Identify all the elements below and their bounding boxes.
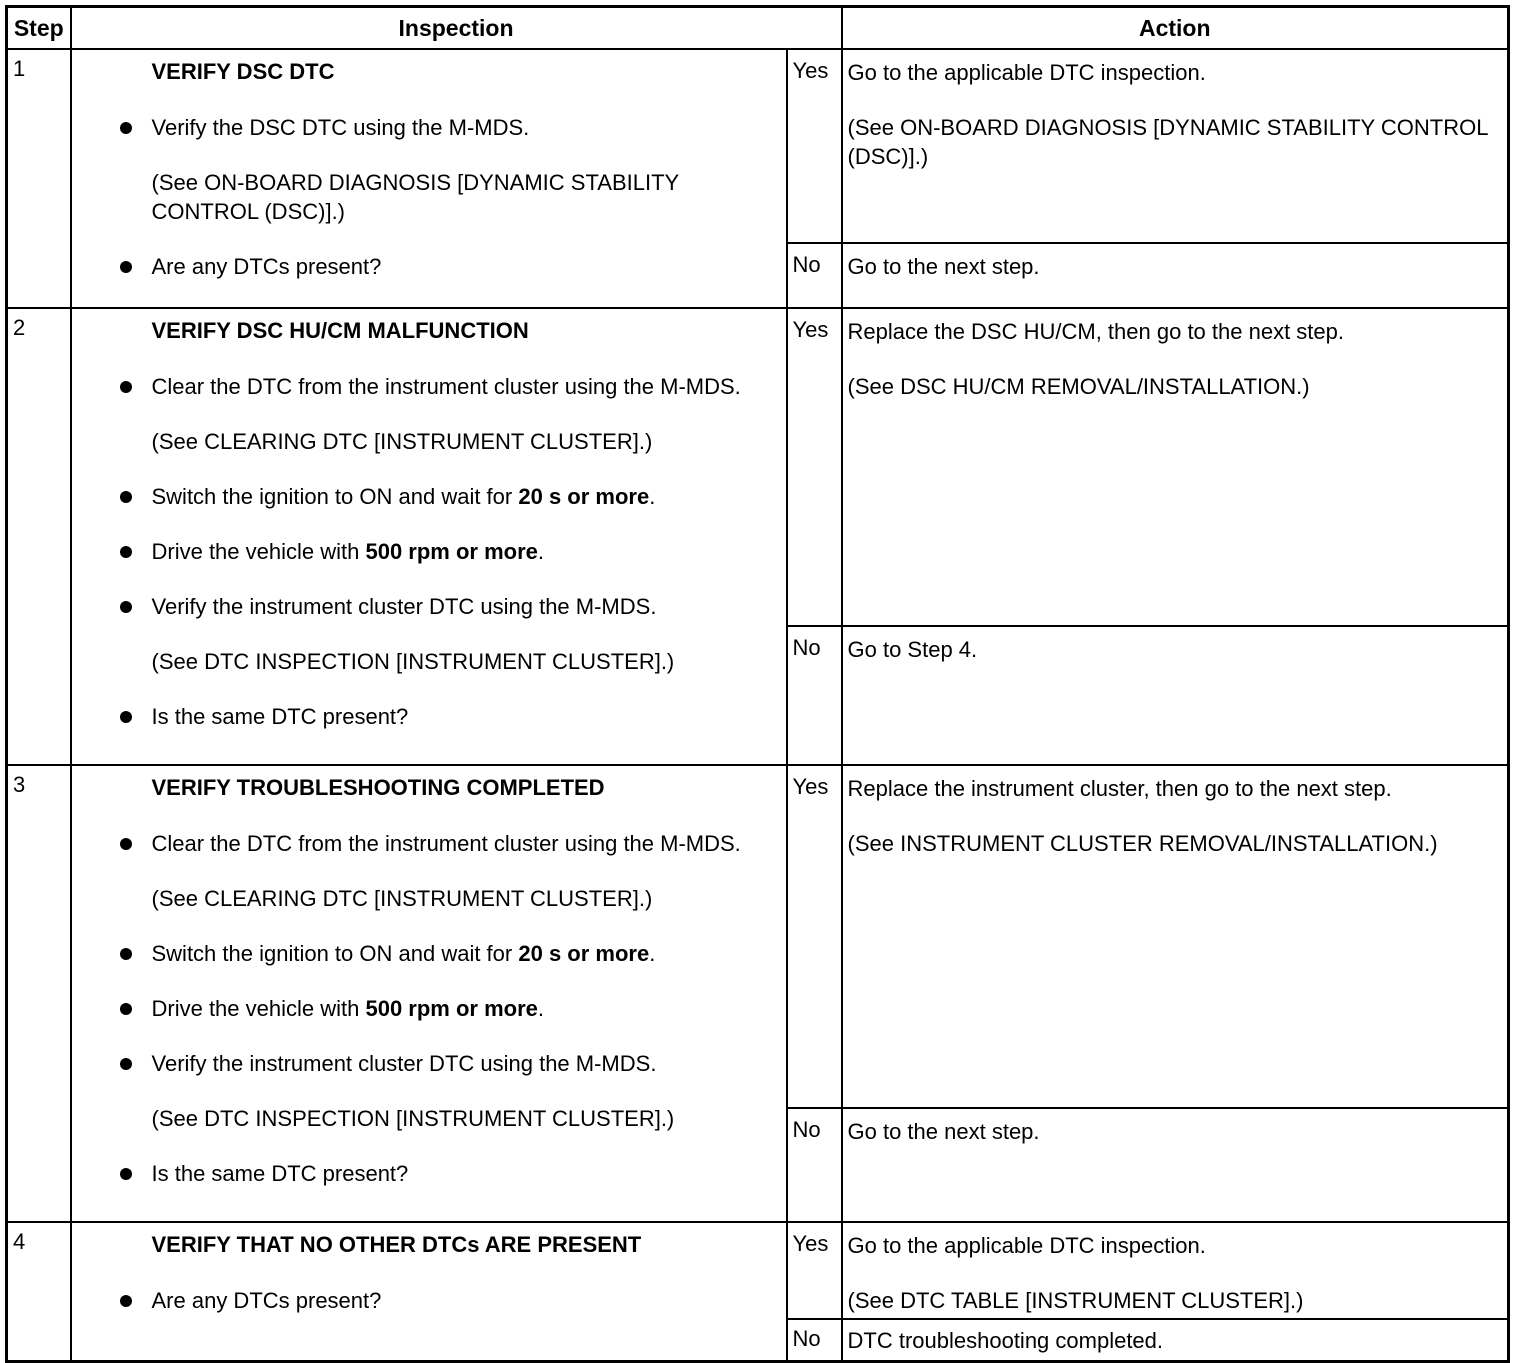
bullet-icon	[120, 948, 132, 960]
inspection-title: VERIFY TROUBLESHOOTING COMPLETED	[151, 775, 605, 800]
bullet-icon	[120, 838, 132, 850]
bullet-item: Drive the vehicle with 500 rpm or more.	[72, 994, 786, 1023]
reference-text: (See CLEARING DTC [INSTRUMENT CLUSTER].)	[151, 886, 653, 911]
header-step: Step	[7, 7, 71, 50]
bullet-item: Is the same DTC present?	[72, 1159, 786, 1188]
inspection-cell	[71, 1222, 787, 1361]
table-header-row	[7, 7, 1509, 50]
bullet-icon	[120, 1295, 132, 1307]
step-number: 2	[7, 308, 71, 765]
yes-label: Yes	[787, 49, 842, 243]
bullet-icon	[120, 1058, 132, 1070]
no-label: No	[787, 243, 842, 308]
step-number: 1	[7, 49, 71, 308]
no-label: No	[787, 626, 842, 765]
bullet-item: Are any DTCs present?	[72, 1286, 786, 1315]
table-row	[7, 49, 1509, 243]
no-action: Go to the next step.	[842, 1108, 1509, 1222]
dtc-troubleshooting-table	[5, 5, 1510, 1363]
bullet-item: Verify the instrument cluster DTC using the M-MDS.	[72, 592, 786, 621]
bullet-item: Switch the ignition to ON and wait for 20 s or more.	[72, 939, 786, 968]
no-action: Go to Step 4.	[842, 626, 1509, 765]
header-inspection: Inspection	[71, 7, 842, 50]
inspection-cell	[71, 308, 787, 765]
no-label: No	[787, 1108, 842, 1222]
inspection-title: VERIFY THAT NO OTHER DTCs ARE PRESENT	[151, 1232, 642, 1257]
bullet-icon	[120, 1168, 132, 1180]
no-action: DTC troubleshooting completed.	[842, 1319, 1509, 1361]
yes-action: Go to the applicable DTC inspection. (See ON-BOARD DIAGNOSIS [DYNAMIC STABILITY CONTROL (DSC)].)	[842, 49, 1509, 243]
bullet-item: Is the same DTC present?	[72, 702, 786, 731]
yes-action: Replace the instrument cluster, then go to the next step. (See INSTRUMENT CLUSTER REMOVAL/INSTALLATION.)	[842, 765, 1509, 1108]
step-number: 4	[7, 1222, 71, 1361]
bullet-icon	[120, 381, 132, 393]
no-action: Go to the next step.	[842, 243, 1509, 308]
yes-action: Go to the applicable DTC inspection. (See DTC TABLE [INSTRUMENT CLUSTER].)	[842, 1222, 1509, 1319]
bullet-icon	[120, 122, 132, 134]
bullet-item: Verify the instrument cluster DTC using the M-MDS.	[72, 1049, 786, 1078]
bullet-item: Verify the DSC DTC using the M-MDS.	[72, 113, 786, 142]
reference-text: (See DTC INSPECTION [INSTRUMENT CLUSTER].)	[151, 649, 675, 674]
bullet-icon	[120, 1003, 132, 1015]
yes-action: Replace the DSC HU/CM, then go to the next step. (See DSC HU/CM REMOVAL/INSTALLATION.)	[842, 308, 1509, 626]
bullet-item: Switch the ignition to ON and wait for 20 s or more.	[72, 482, 786, 511]
header-action: Action	[842, 7, 1509, 50]
bullet-item: Clear the DTC from the instrument cluster using the M-MDS.	[72, 829, 786, 858]
step-number: 3	[7, 765, 71, 1222]
bullet-icon	[120, 546, 132, 558]
inspection-title: VERIFY DSC DTC	[151, 59, 335, 84]
table-row	[7, 308, 1509, 626]
reference-text: (See CLEARING DTC [INSTRUMENT CLUSTER].)	[151, 429, 653, 454]
bullet-icon	[120, 491, 132, 503]
bullet-icon	[120, 261, 132, 273]
table-row	[7, 765, 1509, 1108]
no-label: No	[787, 1319, 842, 1361]
reference-text: (See DTC INSPECTION [INSTRUMENT CLUSTER].)	[151, 1106, 675, 1131]
bullet-item: Are any DTCs present?	[72, 252, 786, 281]
reference-text: (See ON-BOARD DIAGNOSIS [DYNAMIC STABILITY CONTROL (DSC)].)	[151, 170, 679, 224]
table-row	[7, 1222, 1509, 1319]
yes-label: Yes	[787, 1222, 842, 1319]
bullet-icon	[120, 711, 132, 723]
yes-label: Yes	[787, 765, 842, 1108]
inspection-title: VERIFY DSC HU/CM MALFUNCTION	[151, 318, 529, 343]
bullet-icon	[120, 601, 132, 613]
bullet-item: Drive the vehicle with 500 rpm or more.	[72, 537, 786, 566]
bullet-item: Clear the DTC from the instrument cluster using the M-MDS.	[72, 372, 786, 401]
inspection-cell	[71, 49, 787, 308]
inspection-cell	[71, 765, 787, 1222]
yes-label: Yes	[787, 308, 842, 626]
